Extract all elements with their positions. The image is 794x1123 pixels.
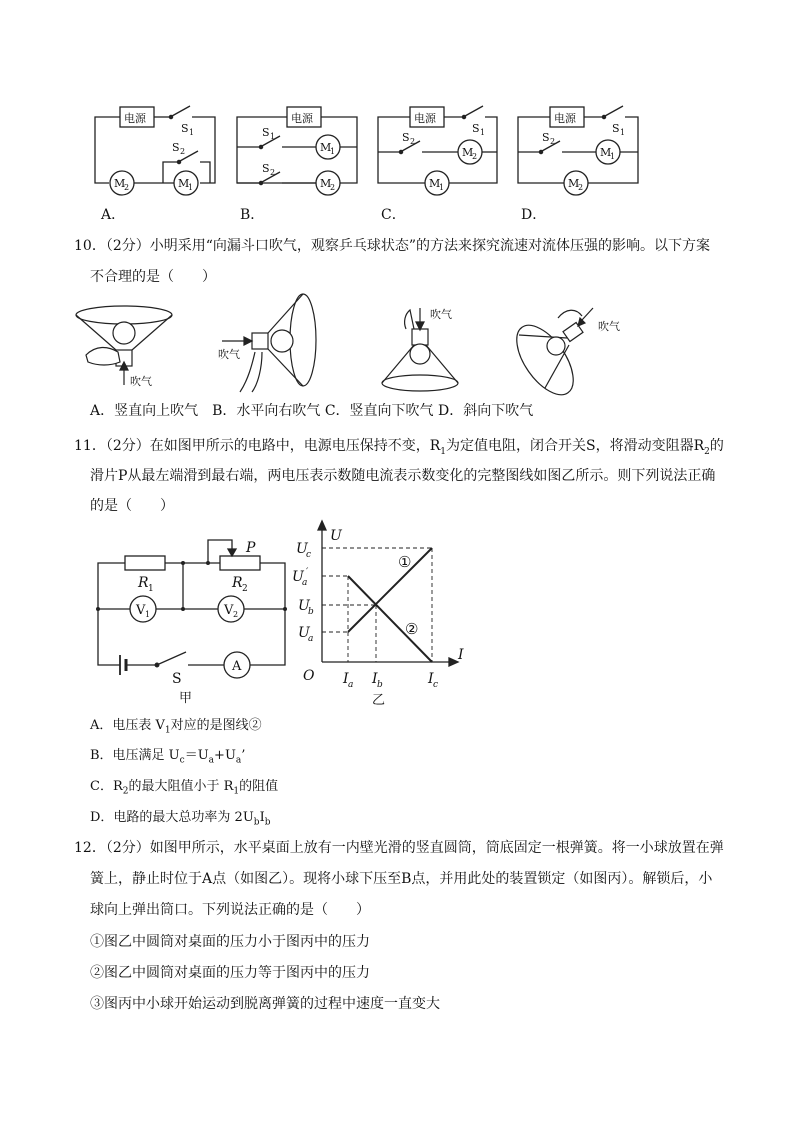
svg-text:I: I (458, 647, 464, 663)
q12-stem-line3: 球向上弹出筒口。下列说法正确的是（ ） (90, 902, 370, 918)
svg-text:1: 1 (439, 183, 445, 192)
q10-stem-line2: 不合理的是（ ） (90, 269, 216, 285)
svg-text:2: 2 (180, 147, 186, 156)
option-label-a: A． (101, 207, 126, 223)
svg-text:U: U (330, 528, 342, 544)
svg-text:S: S (262, 126, 270, 139)
q11-option-a: A．电压表 $V_1$对应的是图线② (90, 718, 262, 736)
svg-text:2: 2 (410, 137, 416, 146)
svg-text:R: R (232, 575, 243, 591)
svg-text:M: M (178, 177, 190, 190)
svg-text:1: 1 (145, 610, 151, 619)
svg-text:M: M (568, 177, 580, 190)
svg-text:M: M (114, 177, 126, 190)
svg-text:c: c (306, 550, 312, 560)
svg-text:2: 2 (124, 183, 130, 192)
svg-text:电源: 电源 (414, 112, 436, 125)
svg-text:S: S (172, 671, 182, 687)
q10-options: A．竖直向上吹气 B．水平向右吹气 C．竖直向下吹气 D．斜向下吹气 (90, 403, 534, 419)
svg-text:R: R (138, 575, 149, 591)
q11-stem-line2: 滑片P从最左端滑到最右端，两电压表示数随电流表示数变化的完整图线如图乙所示。则下列说法正确 (90, 468, 716, 484)
svg-text:M: M (429, 177, 441, 190)
q12-statement-2: ②图乙中圆筒对桌面的压力等于图丙中的压力 (90, 965, 370, 981)
svg-text:吹气: 吹气 (218, 348, 240, 361)
svg-text:吹气: 吹气 (430, 308, 452, 321)
svg-text:2: 2 (550, 137, 556, 146)
svg-text:吹气: 吹气 (598, 320, 620, 333)
svg-text:S: S (402, 131, 410, 144)
svg-text:2: 2 (330, 183, 336, 192)
svg-text:A: A (232, 659, 242, 674)
svg-text:a: a (302, 578, 308, 588)
svg-text:1: 1 (620, 128, 626, 137)
option-label-d: D． (521, 207, 547, 223)
svg-text:1: 1 (270, 132, 276, 141)
svg-text:1: 1 (188, 183, 194, 192)
svg-text:②: ② (405, 620, 419, 638)
q11-stem-line3: 的是（ ） (90, 498, 174, 514)
svg-text:U: U (298, 598, 310, 614)
svg-text:M: M (600, 146, 612, 159)
svg-text:2: 2 (242, 584, 248, 594)
svg-text:′: ′ (306, 567, 309, 578)
svg-text:V: V (136, 603, 146, 618)
svg-text:电源: 电源 (554, 112, 576, 125)
svg-text:S: S (542, 131, 550, 144)
svg-text:甲: 甲 (179, 691, 193, 706)
q12-stem-line2: 簧上，静止时位于A点（如图乙）。现将小球下压至B点，并用此处的装置锁定（如图丙）。解锁后，小 (90, 871, 713, 887)
svg-text:S: S (612, 122, 620, 135)
q11-stem-line1: 11．（2分）在如图甲所示的电路中，电源电压保持不变，$R_1$为定值电阻，闭合开关S，将滑动变阻器$R_2$的 (74, 438, 724, 457)
q12-statement-3: ③图丙中小球开始运动到脱离弹簧的过程中速度一直变大 (90, 996, 440, 1012)
option-label-c: C． (381, 207, 406, 223)
q12-stem-line1: 12．（2分）如图甲所示，水平桌面上放有一内壁光滑的竖直圆筒，筒底固定一根弹簧。将一小球放置在弹 (74, 840, 724, 856)
svg-text:1: 1 (189, 128, 195, 137)
q11-option-b: B．电压满足 $U_c=U_a+U_a$’ (90, 748, 246, 766)
svg-text:1: 1 (330, 147, 336, 156)
svg-text:S: S (262, 162, 270, 175)
svg-text:S: S (172, 141, 180, 154)
svg-text:1: 1 (480, 128, 486, 137)
svg-text:I: I (372, 671, 378, 687)
q11-option-c: C．$R_2$的最大阻值小于 $R_1$的阻值 (90, 779, 279, 797)
svg-text:M: M (462, 146, 474, 159)
svg-text:c: c (433, 680, 439, 690)
svg-text:U: U (298, 625, 310, 641)
svg-text:P: P (246, 540, 256, 556)
svg-text:O: O (303, 668, 315, 684)
svg-text:2: 2 (472, 152, 478, 161)
svg-text:a: a (348, 680, 354, 690)
svg-text:吹气: 吹气 (130, 375, 152, 388)
svg-text:I: I (428, 671, 434, 687)
svg-text:1: 1 (610, 152, 616, 161)
svg-text:1: 1 (148, 584, 154, 594)
svg-text:U: U (296, 541, 308, 557)
svg-text:V: V (224, 603, 234, 618)
svg-text:b: b (377, 680, 383, 690)
svg-text:2: 2 (233, 610, 239, 619)
source-label: 电源 (124, 112, 146, 125)
q12-statement-1: ①图乙中圆筒对桌面的压力小于图丙中的压力 (90, 934, 370, 950)
svg-text:2: 2 (578, 183, 584, 192)
svg-text:M: M (320, 141, 332, 154)
svg-text:S: S (472, 122, 480, 135)
svg-text:①: ① (398, 553, 412, 571)
svg-text:2: 2 (270, 168, 276, 177)
q11-option-d: D．电路的最大总功率为 $2U_bI_b$ (90, 810, 271, 828)
svg-text:a: a (308, 634, 314, 644)
q10-stem-line1: 10．（2分）小明采用“向漏斗口吹气，观察乒乓球状态”的方法来探究流速对流体压强的影响。以下方案 (74, 238, 711, 254)
svg-text:I: I (343, 671, 349, 687)
svg-text:乙: 乙 (372, 693, 386, 708)
svg-text:b: b (308, 607, 314, 617)
svg-text:S: S (181, 122, 189, 135)
option-label-b: B． (240, 207, 265, 223)
svg-text:U: U (292, 569, 304, 585)
svg-text:M: M (320, 177, 332, 190)
svg-text:电源: 电源 (291, 112, 313, 125)
